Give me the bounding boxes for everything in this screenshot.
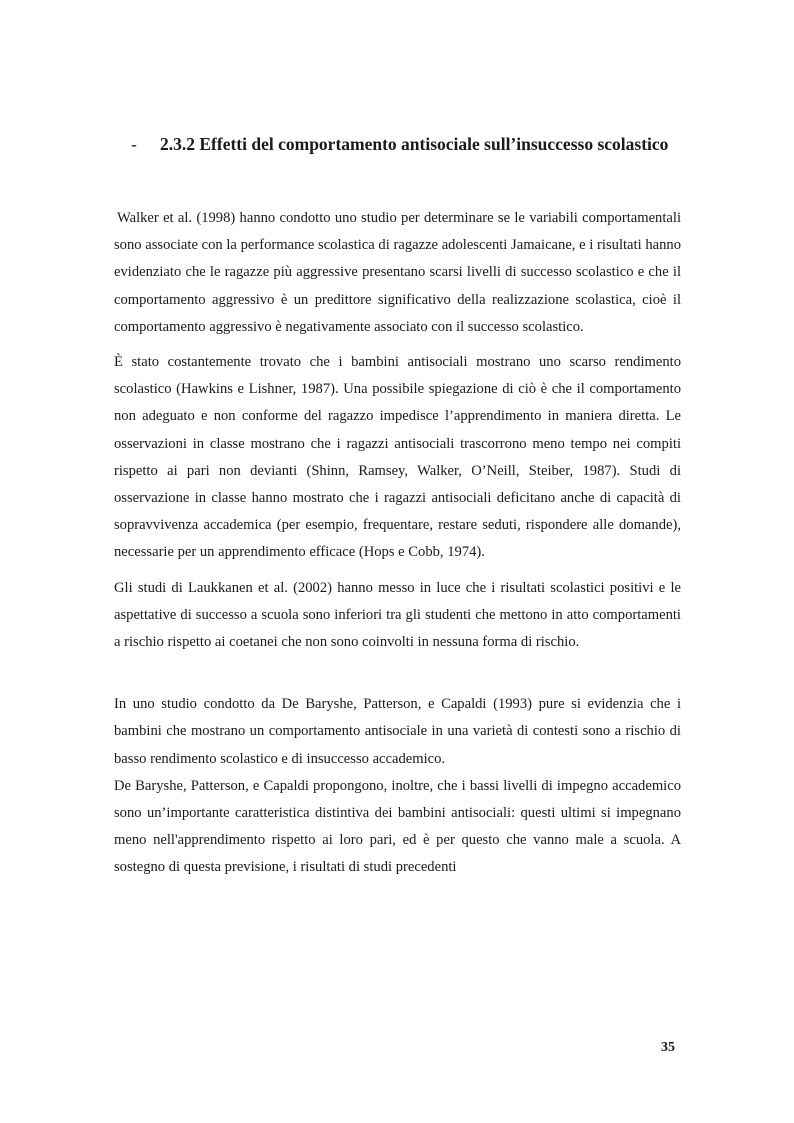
paragraph-debaryshe-study: In uno studio condotto da De Baryshe, Patterson, e Capaldi (1993) pure si evidenzia che i bambini che mostrano un comportamento antisociale in una varietà di contesti sono a rischio di basso rendimento scolastico e di insuccesso accademico. — [114, 696, 681, 767]
paragraph-laukkanen: Gli studi di Laukkanen et al. (2002) hanno messo in luce che i risultati scolastici positivi e le aspettative di successo a scuola sono inferiori tra gli studenti che mettono in atto comportamenti a rischio rispetto ai coetanei che non sono coinvolti in nessuna forma di rischio. — [114, 579, 681, 651]
section-heading — [131, 128, 681, 161]
paragraph-walker: Walker et al. (1998) hanno condotto uno studio per determinare se le variabili comportamentali sono associate con la performance scolastica di ragazze adolescenti Jamaicane, e i risultati hanno evidenziato che le ragazze più aggressive presentano scarsi livelli di successo scolastico e che il comportamento aggressivo è un predittore significativo della realizzazione scolastica, cioè il comportamento aggressivo è negativamente associato con il successo scolastico. — [114, 210, 681, 335]
heading-bullet: - — [131, 134, 137, 154]
body-text — [114, 205, 681, 882]
section-title: 2.3.2 Effetti del comportamento antisociale sull’insuccesso scolastico — [160, 134, 669, 154]
paragraph-debaryshe-proposal: De Baryshe, Patterson, e Capaldi propongono, inoltre, che i bassi livelli di impegno accademico sono un’importante caratteristica distintiva dei bambini antisociali: questi ultimi si impegnano meno nell'apprendimento rispetto ai loro pari, ed è per questo che vanno male a scuola. A sostegno di questa previsione, i risultati di studi precedenti — [114, 777, 681, 876]
paragraph-antisocial-performance: È stato costantemente trovato che i bambini antisociali mostrano uno scarso rendimento scolastico (Hawkins e Lishner, 1987). Una possibile spiegazione di ciò è che il comportamento non adeguato e non conforme del ragazzo impedisce l’apprendimento in maniera diretta. Le osservazioni in classe mostrano che i ragazzi antisociali trascorrono meno tempo nei compiti rispetto ai pari non devianti (Shinn, Ramsey, Walker, O’Neill, Steiber, 1987). Studi di osservazione in classe hanno mostrato che i ragazzi antisociali deficitano anche di capacità di sopravvivenza accademica (per esempio, frequentare, restare seduti, rispondere alle domande), necessarie per un apprendimento efficace (Hops e Cobb, 1974). — [114, 354, 681, 561]
page-number: 35 — [661, 1040, 675, 1055]
